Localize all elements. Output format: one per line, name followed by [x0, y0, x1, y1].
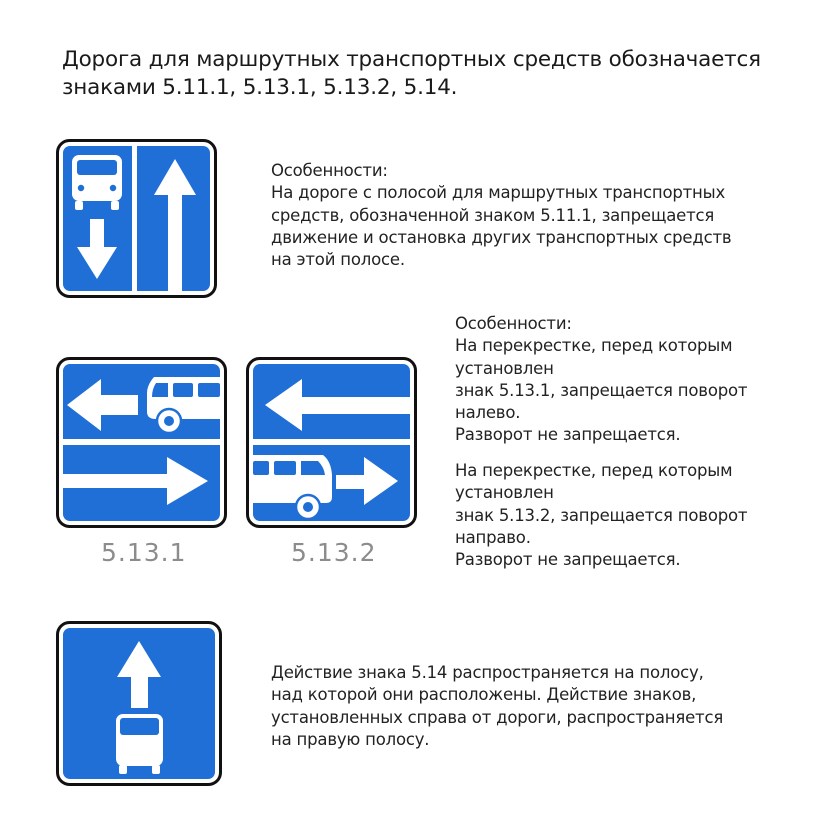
- text-line: над которой они расположены. Действие знаков,: [271, 685, 697, 705]
- text-line: установлен: [455, 358, 554, 378]
- sign-caption-5-13-1: 5.13.1: [101, 538, 187, 567]
- text-line: на правую полосу.: [271, 729, 430, 749]
- text-line: установленных справа от дороги, распространяется: [271, 707, 724, 727]
- bus-lane-left-sign-icon: [56, 357, 227, 528]
- bus-lane-road-sign-icon: [56, 139, 217, 298]
- text-line: Разворот не запрещается.: [455, 425, 681, 445]
- bus-lane-right-sign-icon: [246, 357, 417, 528]
- text-line: направо.: [455, 527, 531, 547]
- sign-5-11-1-description: [271, 160, 731, 271]
- text-line: На дороге с полосой для маршрутных транспортных: [271, 183, 726, 203]
- page-title: [62, 46, 802, 102]
- sign-5-13-1-description: [455, 313, 747, 447]
- text-line: знак 5.13.1, запрещается поворот: [455, 380, 748, 400]
- text-line: налево.: [455, 403, 521, 423]
- title-line-2: знаками 5.11.1, 5.13.1, 5.13.2, 5.14.: [62, 75, 458, 100]
- text-line: средств, обозначенной знаком 5.11.1, запрещается: [271, 205, 715, 225]
- sign-caption-5-13-2: 5.13.2: [291, 538, 377, 567]
- text-line: На перекрестке, перед которым: [455, 461, 733, 480]
- sign-5-14-description: [271, 662, 723, 751]
- text-line: движение и остановка других транспортных средств: [271, 227, 732, 247]
- text-line: Разворот не запрещается.: [455, 550, 681, 570]
- text-line: Действие знака 5.14 распространяется на полосу,: [271, 663, 704, 682]
- bus-lane-only-sign-icon: [56, 621, 222, 786]
- title-line-1: Дорога для маршрутных транспортных средств обозначается: [62, 47, 761, 72]
- text-line: Особенности:: [455, 314, 572, 333]
- text-line: установлен: [455, 483, 554, 503]
- text-line: знак 5.13.2, запрещается поворот: [455, 505, 748, 525]
- text-line: на этой полосе.: [271, 250, 405, 270]
- text-line: На перекрестке, перед которым: [455, 336, 733, 356]
- text-line: Особенности:: [271, 161, 388, 180]
- sign-5-13-2-description: [455, 460, 747, 571]
